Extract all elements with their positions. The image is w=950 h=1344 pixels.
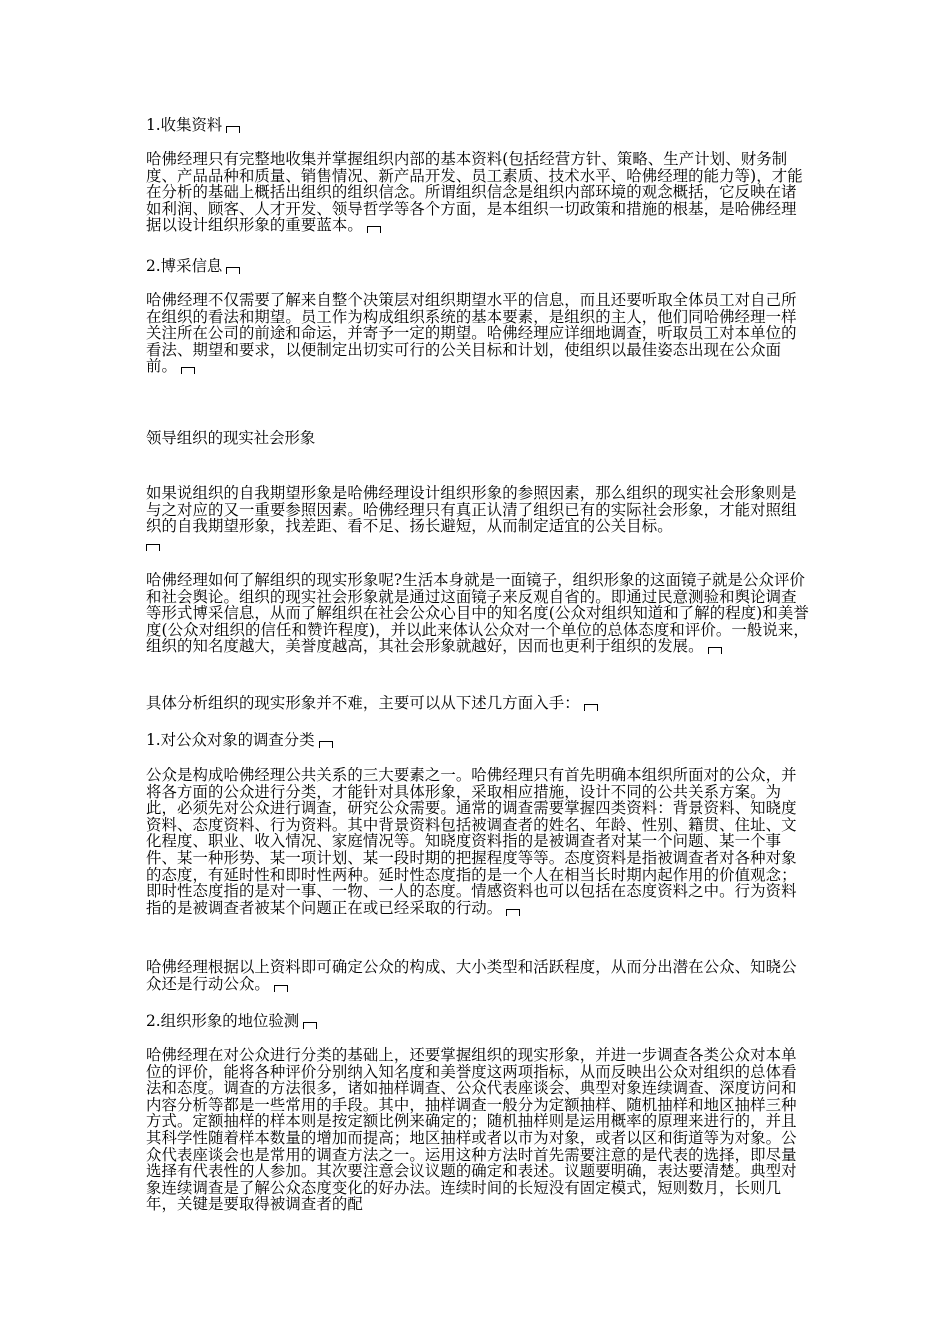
paragraph-gather-information: 哈佛经理不仅需要了解来自整个决策层对组织期望水平的信息，而且还要听取全体员工对自己所在组织的看法和期望。员工作为构成组织系统的基本要素，是组织的主人，他们同哈佛经理一样关注所在公司的前途和命运，并寄予一定的期望。哈佛经理应详细地调查，听取员工对本单位的看法、期望和要求，以便制定出切实可行的公关目标和计划，使组织以最佳姿态出现在公众面前。 (146, 291, 797, 376)
paragraph-mark-icon (146, 544, 160, 551)
section-heading-collect-materials: 1.收集资料 (146, 117, 811, 134)
paragraph-mark-icon (367, 226, 381, 233)
paragraph-real-image-intro: 如果说组织的自我期望形象是哈佛经理设计组织形象的参照因素，那么组织的现实社会形象则是与之对应的又一重要参照因素。哈佛经理只有真正认清了组织已有的实际社会形象，才能对照组织的自我期望形象，找差距、看不足、扬长避短，从而制定适宜的公关目标。 (146, 485, 811, 551)
paragraph-public-classification: 公众是构成哈佛经理公共关系的三大要素之一。哈佛经理只有首先明确本组织所面对的公众，并将各方面的公众进行分类，才能针对具体形象，采取相应措施，设计不同的公共关系方案。为此，必须先对公众进行调查，研究公众需要。通常的调查需要掌握四类资料：背景资料、知晓度资料、态度资料、行为资料。其中背景资料包括被调查者的姓名、年龄、性别、籍贯、住址、文化程度、职业、收入情况、家庭情况等。知晓度资料指的是被调查者对某一个问题、某一个事件、某一种形势、某一项计划、某一段时期的把握程度等等。态度资料是指被调查者对各种对象的态度，有延时性和即时性两种。延时性态度指的是一个人在相当长时期内起作用的价值观念；即时性态度指的是对一事、一物、一人的态度。情感资料也可以包括在态度资料之中。行为资料指的是被调查者被某个问题正在或已经采取的行动。 (146, 766, 797, 917)
section-heading-gather-information: 2.博采信息 (146, 258, 811, 275)
paragraph-public-composition: 哈佛经理根据以上资料即可确定公众的构成、大小类型和活跃程度，从而分出潜在公众、知晓公众还是行动公众。 (146, 958, 797, 993)
section-heading-image-status: 2.组织形象的地位验测 (146, 1013, 811, 1030)
paragraph-mark-icon (506, 909, 520, 916)
section-heading-public-classification: 1.对公众对象的调查分类 (146, 732, 811, 749)
paragraph-mark-icon (274, 985, 288, 992)
paragraph-mark-icon (303, 1022, 317, 1029)
section-title-real-image: 领导组织的现实社会形象 (146, 429, 316, 447)
paragraph-collect-materials: 哈佛经理只有完整地收集并掌握组织内部的基本资料(包括经营方针、策略、生产计划、财务制度、产品品种和质量、销售情况、新产品开发、员工素质、技术水平、哈佛经理的能力等)，才能在分析的基础上概括出组织的组织信念。所谓组织信念是组织内部环境的观念概括，它反映在诸如利润、顾客、人才开发、领导哲学等各个方面，是本组织一切政策和措施的根基，是哈佛经理据以设计组织形象的重要蓝本。 (146, 150, 803, 235)
paragraph-understand-real-image: 哈佛经理如何了解组织的现实形象呢?生活本身就是一面镜子，组织形象的这面镜子就是公众评价和社会舆论。组织的现实社会形象就是通过这面镜子来反观自省的。即通过民意测验和舆论调查等形式博采信息，从而了解组织在社会公众心目中的知名度(公众对组织知道和了解的程度)和美誉度(公众对组织的信任和赞许程度)，并以此来体认公众对一个单位的总体态度和评价。一般说来，组织的知名度越大，美誉度越高，其社会形象就越好，因而也更利于组织的发展。 (146, 571, 809, 656)
paragraph-mark-icon (181, 367, 195, 374)
paragraph-mark-icon (708, 647, 722, 654)
paragraph-mark-icon (226, 126, 240, 133)
paragraph-mark-icon (226, 267, 240, 274)
paragraph-mark-icon (584, 704, 598, 711)
paragraph-analysis-aspects: 具体分析组织的现实形象并不难，主要可以从下述几方面入手： (146, 695, 811, 712)
paragraph-image-status: 哈佛经理在对公众进行分类的基础上，还要掌握组织的现实形象，并进一步调查各类公众对本单位的评价，能将各种评价分别纳入知名度和美誉度这两项指标，从而反映出公众对组织的总体看法和态度。调查的方法很多，诸如抽样调查、公众代表座谈会、典型对象连续调查、深度访问和内容分析等都是一些常用的手段。其中，抽样调查一般分为定额抽样、随机抽样和地区抽样三种方式。定额抽样的样本则是按定额比例来确定的；随机抽样则是运用概率的原理来进行的，并且其科学性随着样本数量的增加而提高；地区抽样或者以市为对象，或者以区和街道等为对象。公众代表座谈会也是常用的调查方法之一。运用这种方法时首先需要注意的是代表的选择，即尽量选择有代表性的人参加。其次要注意会议议题的确定和表述。议题要明确，表达要清楚。典型对象连续调查是了解公众态度变化的好办法。连续时间的长短没有固定模式，短则数月，长则几年，关键是要取得被调查者的配 (146, 1046, 797, 1214)
paragraph-mark-icon (319, 741, 333, 748)
